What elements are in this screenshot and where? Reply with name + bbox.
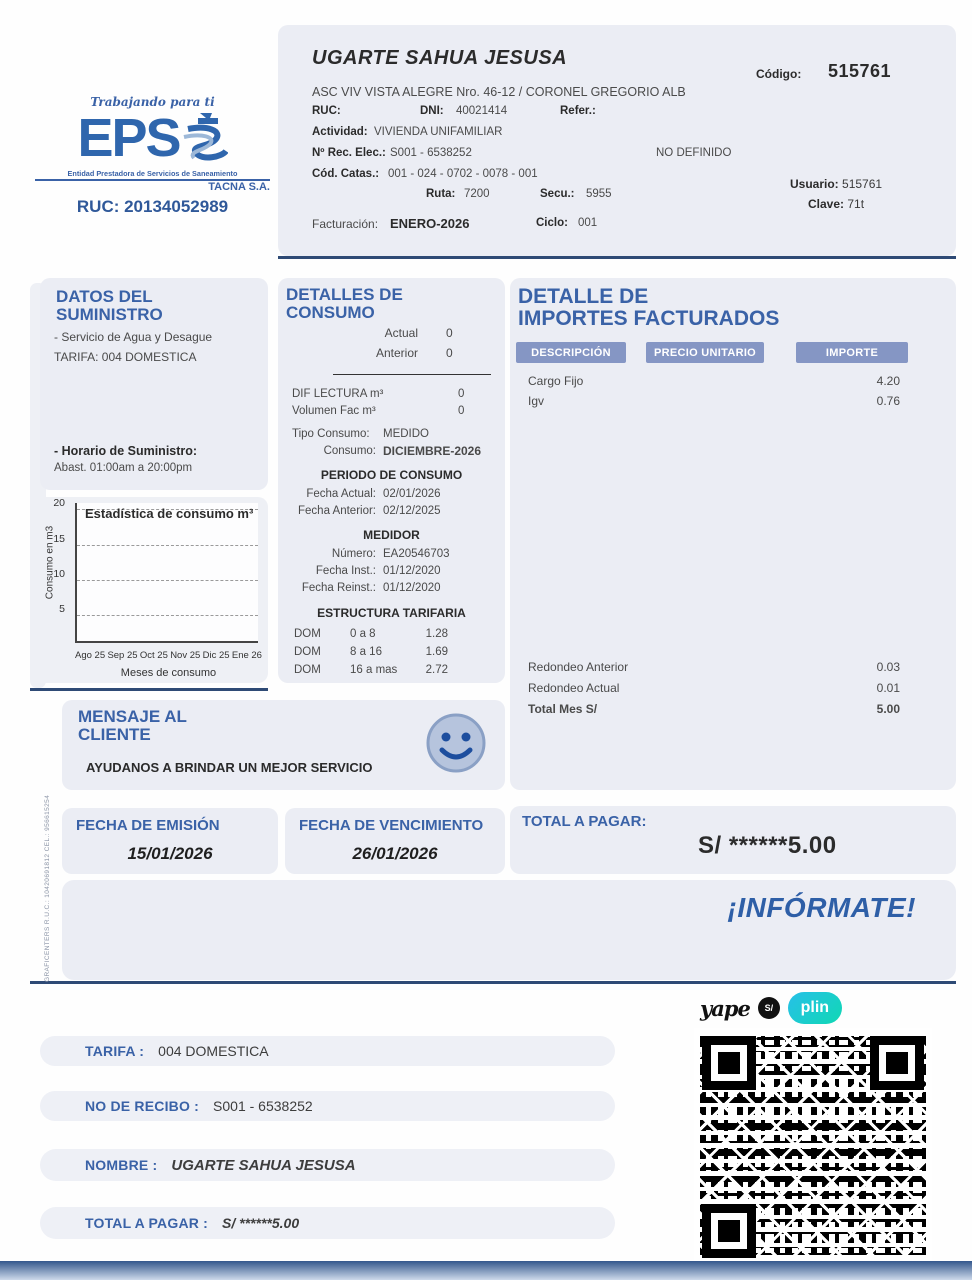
payment-logos	[700, 992, 842, 1024]
fecha-actual-label: Fecha Actual:	[306, 488, 376, 500]
usuario-row	[790, 177, 882, 191]
qr-finder-bottom-left	[702, 1204, 756, 1258]
total-pagar-value: S/ ******5.00	[698, 832, 837, 859]
actual-value: 0	[446, 326, 453, 340]
footer-total-value: S/ ******5.00	[222, 1215, 300, 1231]
total-mes-label: Total Mes S/	[528, 702, 598, 716]
consumo-mes-value: DICIEMBRE-2026	[383, 444, 482, 458]
col-header-descripcion: DESCRIPCIÓN	[516, 342, 626, 363]
total-mes-value: 5.00	[876, 702, 900, 716]
chart-ylabel: Consumo en m3	[44, 525, 56, 600]
chart-ytick-5: 5	[59, 603, 65, 615]
vol-label: Volumen Fac m³	[292, 405, 376, 417]
redondeo-anterior-label: Redondeo Anterior	[528, 660, 629, 674]
usuario-value: 515761	[842, 177, 883, 191]
no-definido: NO DEFINIDO	[656, 147, 732, 159]
chart-bars	[77, 503, 258, 641]
clave-label: Clave:	[808, 197, 845, 211]
clave-row	[808, 197, 864, 211]
actividad-label: Actividad:	[312, 126, 368, 138]
chart-xlabel: Meses de consumo	[120, 667, 217, 679]
suministro-servicio: - Servicio de Agua y Desague	[54, 330, 213, 344]
actividad-value: VIVIENDA UNIFAMILIAR	[374, 126, 503, 138]
fecha-emision-label: FECHA DE EMISIÓN	[76, 817, 220, 834]
footer-total-label: TOTAL A PAGAR :	[85, 1215, 209, 1231]
importe-row-amount: 4.20	[876, 374, 900, 388]
importes-title: DETALLE DE IMPORTES FACTURADOS	[518, 285, 780, 331]
chart-xlabels: Ago 25 Sep 25 Oct 25 Nov 25 Dic 25 Ene 26	[75, 650, 262, 661]
dif-label: DIF LECTURA m³	[292, 388, 384, 400]
header-divider	[278, 256, 956, 259]
logo-tagline: Trabajando para ti	[90, 95, 215, 109]
mensaje-title: MENSAJE AL CLIENTE	[78, 707, 187, 744]
mensaje-panel	[62, 700, 505, 790]
footer-tarifa-value: 004 DOMESTICA	[158, 1043, 269, 1059]
chart-title: Estadística de consumo m³	[85, 506, 254, 521]
footer-recibo-row	[40, 1091, 615, 1121]
consumo-panel	[278, 278, 505, 683]
bottom-gradient-bar	[0, 1261, 972, 1280]
clave-value: 71t	[847, 197, 865, 211]
catas-label: Cód. Catas.:	[312, 168, 380, 180]
vol-value: 0	[458, 405, 465, 417]
medidor-title: MEDIDOR	[363, 528, 420, 542]
col-header-precio-unitario: PRECIO UNITARIO	[646, 342, 764, 363]
codigo-value: 515761	[828, 61, 892, 81]
importe-row-desc: Igv	[528, 394, 545, 408]
header-panel	[278, 25, 956, 256]
consumo-rule	[333, 374, 491, 375]
smiley-icon	[425, 712, 487, 774]
dni-label: DNI:	[420, 105, 444, 117]
footer-nombre-value: UGARTE SAHUA JESUSA	[171, 1156, 356, 1174]
footer-nombre-label: NOMBRE :	[85, 1157, 158, 1173]
chart-plot-area	[75, 503, 258, 643]
tarifa-row-rango: 8 a 16	[350, 646, 382, 658]
footer-tarifa-row	[40, 1036, 615, 1066]
customer-address: ASC VIV VISTA ALEGRE Nro. 46-12 / CORONEL GREGORIO ALB	[312, 85, 686, 99]
chart-ytick-10: 10	[53, 568, 65, 580]
ruta-value: 7200	[464, 188, 490, 200]
anterior-label: Anterior	[375, 346, 418, 360]
tipo-value: MEDIDO	[383, 428, 429, 440]
qr-finder-top-right	[870, 1036, 924, 1090]
qr-finder-top-left	[702, 1036, 756, 1090]
mensaje-body: AYUDANOS A BRINDAR UN MEJOR SERVICIO	[86, 760, 373, 775]
redondeo-actual-value: 0.01	[876, 681, 900, 695]
ciclo-value: 001	[578, 217, 598, 229]
secu-value: 5955	[586, 188, 612, 200]
actual-label: Actual	[384, 326, 418, 340]
periodo-title: PERIODO DE CONSUMO	[320, 468, 463, 482]
logo-ruc: RUC: 20134052989	[76, 197, 229, 216]
fecha-vencimiento-value: 26/01/2026	[352, 844, 438, 863]
estructura-title: ESTRUCTURA TARIFARIA	[317, 606, 466, 620]
fecha-vencimiento-label: FECHA DE VENCIMIENTO	[299, 817, 484, 834]
ruc-label: RUC:	[312, 105, 341, 117]
fecha-vencimiento-panel	[285, 808, 505, 874]
horario-value: Abast. 01:00am a 20:00pm	[54, 462, 193, 474]
logo-subtitle: Entidad Prestadora de Servicios de Saneamiento	[35, 169, 270, 181]
left-column-divider	[30, 688, 268, 691]
importe-row-desc: Cargo Fijo	[528, 374, 584, 388]
catas-value: 001 - 024 - 0702 - 0078 - 001	[388, 168, 538, 180]
facturacion-value: ENERO-2026	[390, 216, 470, 231]
eps-logo	[35, 93, 270, 217]
usuario-label: Usuario:	[790, 177, 839, 191]
numero-value: EA20546703	[383, 548, 450, 560]
informate-text: ¡INFÓRMATE!	[727, 892, 916, 923]
consumo-title: DETALLES DE CONSUMO	[286, 285, 403, 322]
plin-logo: plin	[788, 992, 842, 1024]
faucet-river-icon	[182, 111, 228, 169]
yape-bubble-icon: S/	[758, 997, 780, 1019]
dif-value: 0	[458, 388, 465, 400]
fecha-emision-value: 15/01/2026	[127, 844, 213, 863]
fecha-reinst-label: Fecha Reinst.:	[301, 582, 376, 594]
fecha-emision-panel	[62, 808, 278, 874]
footer-total-row	[40, 1207, 615, 1239]
tarifa-row-rango: 16 a mas	[350, 664, 398, 676]
footer-nombre-row	[40, 1149, 615, 1181]
footer-recibo-value: S001 - 6538252	[213, 1098, 313, 1114]
dni-value: 40021414	[456, 105, 508, 117]
fecha-reinst-value: 01/12/2020	[383, 582, 441, 594]
footer-divider	[30, 981, 956, 984]
ruta-label: Ruta:	[426, 188, 456, 200]
total-pagar-panel	[510, 806, 956, 874]
logo-company: TACNA S.A.	[208, 181, 270, 193]
redondeo-anterior-value: 0.03	[876, 660, 900, 674]
tarifa-row-precio: 2.72	[425, 664, 448, 676]
footer-recibo-label: NO DE RECIBO :	[85, 1098, 200, 1114]
facturacion-label: Facturación:	[312, 217, 379, 231]
ciclo-label: Ciclo:	[536, 217, 568, 229]
consumo-mes-label: Consumo:	[323, 445, 376, 457]
fecha-inst-value: 01/12/2020	[383, 565, 441, 577]
tarifa-row-tipo: DOM	[294, 646, 321, 658]
informate-panel	[62, 880, 956, 980]
chart-ytick-15: 15	[53, 533, 65, 545]
consumption-chart	[35, 497, 268, 683]
col-header-importe: IMPORTE	[796, 342, 908, 363]
total-pagar-label: TOTAL A PAGAR:	[522, 813, 647, 830]
horario-label: - Horario de Suministro:	[54, 444, 198, 458]
redondeo-actual-label: Redondeo Actual	[528, 681, 620, 695]
customer-name: UGARTE SAHUA JESUSA	[312, 47, 568, 69]
fecha-anterior-value: 02/12/2025	[383, 505, 441, 517]
secu-label: Secu.:	[540, 188, 575, 200]
codigo-label: Código:	[756, 67, 802, 81]
footer-tarifa-label: TARIFA :	[85, 1043, 145, 1059]
logo-brand-text: EPS	[77, 108, 180, 168]
tarifa-row-precio: 1.69	[425, 646, 448, 658]
anterior-value: 0	[446, 346, 453, 360]
tarifa-row-precio: 1.28	[425, 628, 448, 640]
printer-credit-text: GRAFICENTERS R.U.C.: 10420691812 CEL.: 956615254	[44, 794, 51, 982]
tipo-label: Tipo Consumo:	[292, 428, 370, 440]
fecha-actual-value: 02/01/2026	[383, 488, 441, 500]
suministro-title: DATOS DEL SUMINISTRO	[56, 287, 163, 324]
suministro-panel	[40, 278, 268, 490]
suministro-tarifa: TARIFA: 004 DOMESTICA	[54, 350, 197, 364]
qr-code	[694, 1028, 932, 1266]
chart-ytick-20: 20	[53, 497, 65, 509]
fecha-inst-label: Fecha Inst.:	[315, 565, 376, 577]
importe-row-amount: 0.76	[876, 394, 900, 408]
importes-panel	[510, 278, 956, 790]
rec-elec-label: Nº Rec. Elec.:	[312, 147, 386, 159]
rec-elec-value: S001 - 6538252	[390, 147, 472, 159]
numero-label: Número:	[331, 548, 376, 560]
tarifa-row-tipo: DOM	[294, 628, 321, 640]
tarifa-row-tipo: DOM	[294, 664, 321, 676]
yape-logo: yape	[700, 995, 750, 1021]
tarifa-row-rango: 0 a 8	[350, 628, 376, 640]
fecha-anterior-label: Fecha Anterior:	[298, 505, 376, 517]
refer-label: Refer.:	[560, 105, 596, 117]
